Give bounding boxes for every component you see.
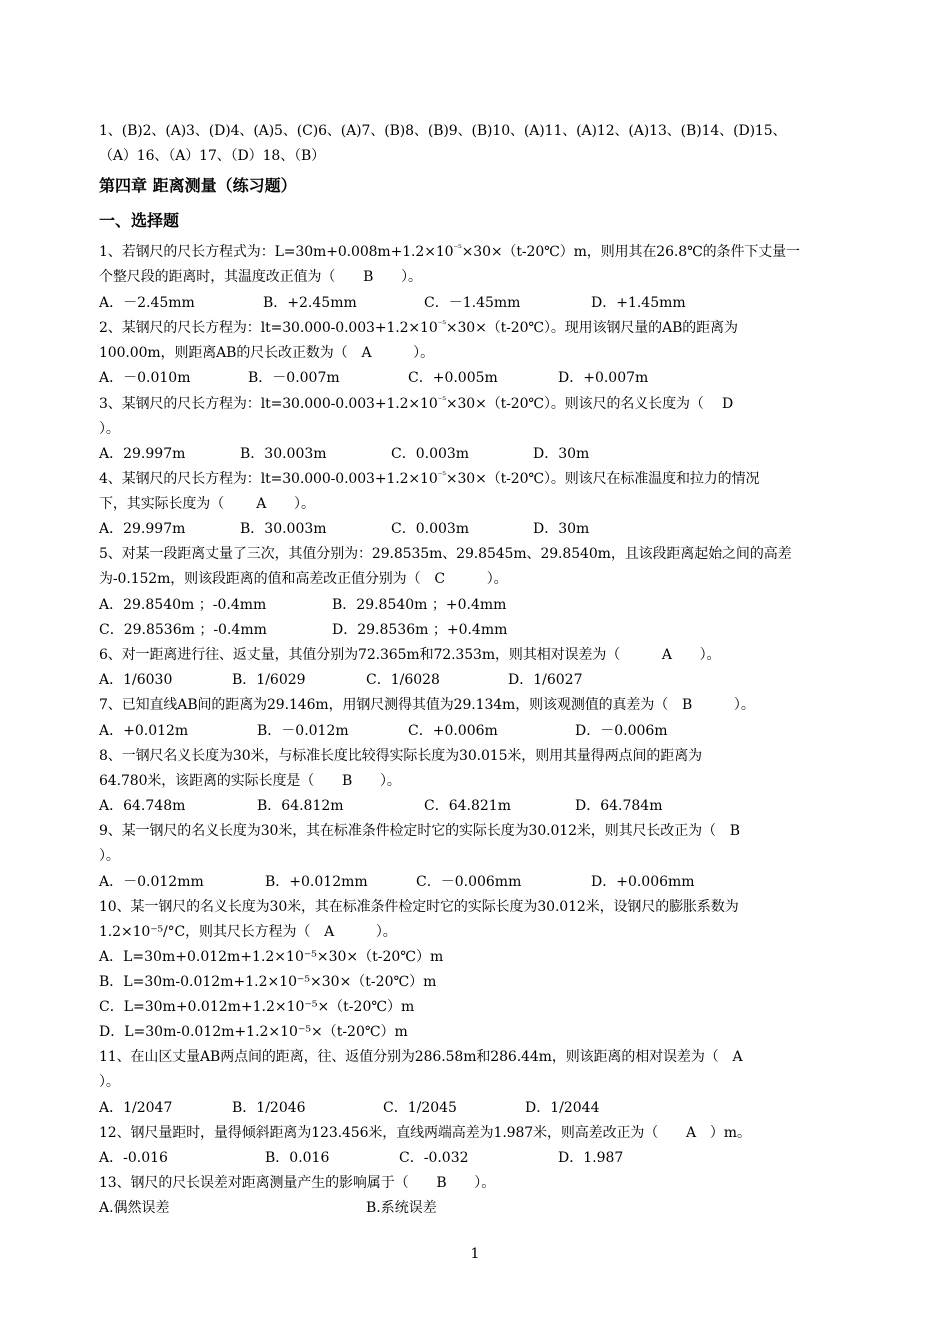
question-2-line-2: 100.00m，则距离AB的尺长改正数为（ A ）。 [99, 345, 434, 361]
question-4-option-c: C．0.003m [391, 521, 470, 537]
question-2-line-1: 2、某钢尺的尺长方程为：$lt=30.000-0.003+1.2\times 10^{^{-5}}\times 30\times(t-20℃)$。现用该钢尺量的AB的距离为 [99, 320, 738, 336]
question-11-option-b: B．1/2046 [232, 1100, 306, 1116]
question-3-option-a: A．29.997m [99, 446, 186, 462]
answer-key-line-1: 1、(B)2、(A)3、(D)4、(A)5、(C)6、(A)7、(B)8、(B)9、(B)10、(A)11、(A)12、(A)13、(B)14、(D)15、 [99, 123, 787, 139]
question-6-option-d: D．1/6027 [508, 672, 583, 688]
answer-key-line-2: （A）16、（A）17、（D）18、（B） [99, 148, 326, 164]
question-12-option-a: A．-0.016 [99, 1150, 168, 1166]
question-8-option-c: C．64.821m [424, 798, 511, 814]
question-7-option-c: C．+0.006m [408, 723, 498, 739]
question-10-option-b: B．L=30m-0.012m+1.2×10⁻⁵×30×（t-20℃）m [99, 974, 437, 990]
question-4-option-a: A．29.997m [99, 521, 186, 537]
question-6-option-b: B．1/6029 [232, 672, 306, 688]
question-12-line-1: 12、钢尺量距时，量得倾斜距离为123.456米，直线两端高差为1.987米，则高差改正为（ A ）m。 [99, 1125, 751, 1141]
question-7-line-1: 7、已知直线AB间的距离为29.146m，用钢尺测得其值为29.134m，则该观测值的真差为（ B ）。 [99, 697, 755, 713]
question-8-option-b: B．64.812m [257, 798, 344, 814]
question-3-option-d: D．30m [533, 446, 590, 462]
question-2-option-a: A．－0.010m [99, 370, 191, 386]
question-3-option-b: B．30.003m [240, 446, 327, 462]
question-11-option-a: A．1/2047 [99, 1100, 173, 1116]
question-5-line-2: 为-0.152m，则该段距离的值和高差改正值分别为（ C ）。 [99, 571, 508, 587]
question-9-option-c: C．－0.006mm [416, 874, 522, 890]
question-5-option-b: B．29.8540m ；+0.4mm [332, 597, 507, 613]
question-10-line-2: 1.2×10⁻⁵/°C，则其尺长方程为（ A ）。 [99, 924, 397, 940]
question-7-option-a: A．+0.012m [99, 723, 189, 739]
question-4-line-1: 4、某钢尺的尺长方程为：$lt=30.000-0.003+1.2\times 10^{^{-5}}\times 30\times(t-20℃)$。则该尺在标准温度和拉力的情况 [99, 471, 760, 487]
question-4-line-2: 下，其实际长度为（ A ）。 [99, 496, 315, 512]
question-1-option-d: D．+1.45mm [591, 295, 686, 311]
question-1-option-a: A．－2.45mm [99, 295, 195, 311]
question-7-option-b: B．－0.012m [257, 723, 349, 739]
question-9-line-1: 9、某一钢尺的名义长度为30米，其在标准条件检定时它的实际长度为30.012米，则其尺长改正为（ B [99, 823, 740, 839]
question-5-option-c: C．29.8536m ；-0.4mm [99, 622, 267, 638]
question-12-option-d: D．1.987 [558, 1150, 624, 1166]
question-3-line-1: 3、某钢尺的尺长方程为：$lt=30.000-0.003+1.2\times 10^{^{-5}}\times 30\times(t-20℃)$。则该尺的名义长度为（ D [99, 396, 734, 412]
question-10-option-a: A．L=30m+0.012m+1.2×10⁻⁵×30×（t-20℃）m [99, 949, 444, 965]
question-9-option-b: B．+0.012mm [265, 874, 368, 890]
question-5-option-a: A．29.8540m ；-0.4mm [99, 597, 267, 613]
question-3-option-c: C．0.003m [391, 446, 470, 462]
question-1-option-c: C．－1.45mm [424, 295, 521, 311]
question-9-option-d: D．+0.006mm [591, 874, 695, 890]
question-2-option-d: D．+0.007m [558, 370, 649, 386]
question-11-option-d: D．1/2044 [525, 1100, 600, 1116]
question-12-option-c: C．-0.032 [399, 1150, 469, 1166]
chapter-title: 第四章 距离测量（练习题） [99, 176, 297, 195]
question-5-line-1: 5、对某一段距离丈量了三次，其值分别为：29.8535m、29.8545m、29.8540m，且该段距离起始之间的高差 [99, 546, 792, 562]
question-4-option-d: D．30m [533, 521, 590, 537]
question-11-line-1: 11、在山区丈量AB两点间的距离，往、返值分别为286.58m和286.44m，则该距离的相对误差为（ A [99, 1049, 743, 1065]
question-1-option-b: B．+2.45mm [263, 295, 357, 311]
question-8-line-2: 64.780米，该距离的实际长度是（ B ）。 [99, 773, 401, 789]
question-9-option-a: A．－0.012mm [99, 874, 204, 890]
question-5-option-d: D．29.8536m ；+0.4mm [332, 622, 508, 638]
question-8-line-1: 8、一钢尺名义长度为30米，与标准长度比较得实际长度为30.015米，则用其量得两点间的距离为 [99, 748, 703, 764]
question-1-line-2: 个整尺段的距离时，其温度改正值为（ B ）。 [99, 269, 422, 285]
question-4-option-b: B．30.003m [240, 521, 327, 537]
question-13-option-b: B.系统误差 [366, 1200, 437, 1216]
question-6-option-c: C．1/6028 [366, 672, 440, 688]
question-12-option-b: B．0.016 [265, 1150, 330, 1166]
question-10-option-c: C．L=30m+0.012m+1.2×10⁻⁵×（t-20℃）m [99, 999, 415, 1015]
question-8-option-d: D．64.784m [575, 798, 663, 814]
question-7-option-d: D．－0.006m [575, 723, 668, 739]
question-11-line-2: ）。 [99, 1074, 120, 1090]
question-13-line-1: 13、钢尺的尺长误差对距离测量产生的影响属于（ B ）。 [99, 1175, 496, 1191]
question-6-line-1: 6、对一距离进行往、返丈量，其值分别为72.365m和72.353m，则其相对误差为（ A ）。 [99, 647, 721, 663]
section-title: 一、选择题 [99, 211, 180, 230]
question-10-line-1: 10、某一钢尺的名义长度为30米，其在标准条件检定时它的实际长度为30.012米，设钢尺的膨胀系数为 [99, 899, 739, 915]
question-2-option-c: C．+0.005m [408, 370, 498, 386]
question-11-option-c: C．1/2045 [383, 1100, 457, 1116]
question-13-option-a: A.偶然误差 [99, 1200, 170, 1216]
question-10-option-d: D．L=30m-0.012m+1.2×10⁻⁵×（t-20℃）m [99, 1024, 408, 1040]
question-6-option-a: A．1/6030 [99, 672, 173, 688]
question-3-line-2: ）。 [99, 421, 120, 437]
question-1-line-1: 1、若钢尺的尺长方程式为：$L=30m+0.008m+1.2\times 10^{^{-5}}\times 30\times(t-20℃)m$，则用其在26.8℃的条件下丈量一 [99, 244, 800, 260]
question-2-option-b: B．－0.007m [248, 370, 340, 386]
question-9-line-2: ）。 [99, 848, 120, 864]
question-8-option-a: A．64.748m [99, 798, 186, 814]
page-number: 1 [470, 1246, 480, 1262]
